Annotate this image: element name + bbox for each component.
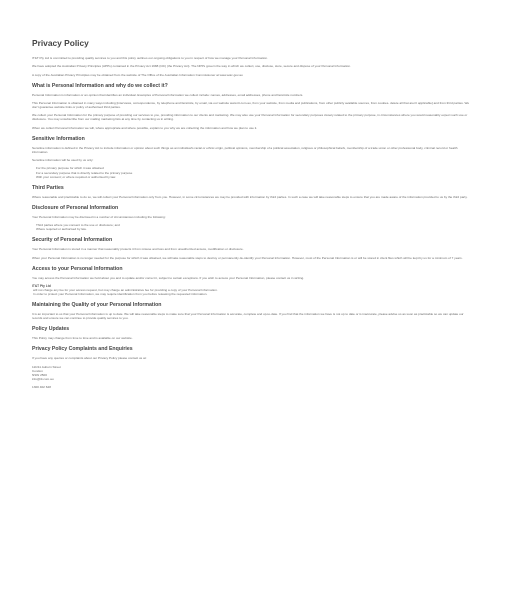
list-item: With your consent; or where required or authorised by law. [36,174,116,179]
company-name: IT&T Pty Ltd [32,283,51,288]
third-paragraph-1: Where reasonable and practicable to do so, we will collect your Personal Information only from you. However, in some circumstances we may be provided with information by third parties. In such a case we will take reasonable steps to ensure that you are made aware of the information provided to us by the third party. [32,194,468,199]
sensitive-list [32,166,473,178]
access-notes [32,288,473,296]
heading-access: Access to your Personal Information [32,265,123,272]
page-title: Privacy Policy [32,38,89,48]
updates-paragraph-1: This Policy may change from time to time and is available on our website. [32,336,133,341]
access-note-fee: will not charge any fee for your access request, but may charge an administrative fee for providing a copy of your Personal Information. [33,287,218,292]
heading-what-is-personal-information: What is Personal Information and why do we collect it? [32,82,168,89]
complaints-paragraph-1: If you have any queries or complaints about our Privacy Policy please contact us at: [32,356,147,361]
disclosure-list [32,223,473,231]
sensitive-paragraph-2: Sensitive information will be used by us only: [32,158,94,163]
heading-third-parties: Third Parties [32,184,64,191]
heading-quality: Maintaining the Quality of your Personal Information [32,302,162,309]
address-line: Condon [32,368,43,373]
access-paragraph-1: You may access the Personal Information we hold about you and to update and/or correct it, subject to certain exceptions. If you wish to access your Personal Information, please contact us in writing. [32,275,305,280]
security-paragraph-1: Your Personal Information is stored in a manner that reasonably protects it from misuse and loss and from unauthorized access, modification or disclosure. [32,247,244,252]
contact-email[interactable]: info@itt.com.au [32,376,54,381]
list-item: For the primary purpose for which it was obtained [36,166,104,171]
list-item: For a secondary purpose that is directly related to the primary purpose [36,170,133,175]
what-paragraph-2: This Personal Information is obtained in many ways including [interviews, correspondence, by telephone and facsimile, by email, via our website www.itt.com.au, from your website, from media and publications, from other publicly available sources, from cookies- delete all that aren't applicable] and from third parties. We don't guarantee website links or policy of authorised third parties. [32,100,470,110]
intro-paragraph-3: A copy of the Australian Privacy Principles may be obtained from the website of The Office of the Australian Information Commissioner at www.aoic.gov.au [32,72,243,77]
list-item: Where required or authorised by law. [36,227,87,232]
intro-paragraph-2: We have adopted the Australian Privacy Principles (APPs) contained in the Privacy Act 1988 (Cth) (the Privacy Act). The NPPs govern the way in which we collect, use, disclose, store, secure and dispose of your Personal Information. [32,64,351,69]
heading-complaints: Privacy Policy Complaints and Enquiries [32,346,133,353]
what-paragraph-4: When we collect Personal Information we will, where appropriate and where possible, explain to you why we are collecting the information and how we plan to use it. [32,125,258,130]
list-item: Third parties where you consent to the use or disclosure; and [36,223,120,228]
heading-policy-updates: Policy Updates [32,326,70,333]
contact-address [32,365,473,381]
disclosure-paragraph-1: Your Personal Information may be disclosed in a number of circumstances including the following: [32,214,166,219]
heading-disclosure: Disclosure of Personal Information [32,204,119,211]
contact-phone: 1300 402 628 [32,385,51,390]
address-line: NSW 2500 [32,372,47,377]
sensitive-paragraph-1: Sensitive information is defined in the Privacy Act to include information or opinion about such things as an individual's racial or ethnic origin, political opinions, membership of a political association, religious or philosophical beliefs, membership of a trade union or other professional body, criminal record or health information. [32,145,458,154]
heading-sensitive-information: Sensitive Information [32,135,85,142]
access-note-identification: In order to protect your Personal Information, we may require identification from you before releasing the requested information. [33,292,208,297]
address-line: 11b/11 Auburn Street [32,364,61,369]
intro-paragraph-1: IT&T Pty Ltd is committed to providing quality services to you and this policy outlines our ongoing obligations to you in respect of how we manage your Personal Information. [32,56,268,60]
what-paragraph-1: Personal Information is information or an opinion that identifies an individual. Examples of Personal Information we collect include: names, addresses, email addresses, phone and facsimile numbers. [32,92,304,97]
what-paragraph-3: We collect your Personal Information for the primary purpose of providing our services to you, providing information to our clients and marketing. We may also use your Personal Information for secondary purposes closely related to the primary purpose, in circumstances where you would reasonably expect such use or disclosure. You may unsubscribe from our mailing marketing lists at any time by contacting us in writing. [32,113,468,122]
security-paragraph-2: When your Personal Information is no longer needed for the purpose for which it was obtained, we will take reasonable steps to destroy or permanently de-identify your Personal Information. However, most of the Personal Information is or will be stored in client files which will be kept by us for a minimum of 7 years. [32,255,463,260]
quality-paragraph-1: It is an important to us that your Personal Information is up to date. We will take reasonable steps to make sure that your Personal Information is accurate, complete and up-to-date. If you find that the information we have is not up to date or is inaccurate, please advise us as soon as practicable so we can update our records and ensure we can continue to provide quality services to you. [32,312,464,321]
heading-security: Security of Personal Information [32,237,113,244]
policy-document [32,38,473,394]
